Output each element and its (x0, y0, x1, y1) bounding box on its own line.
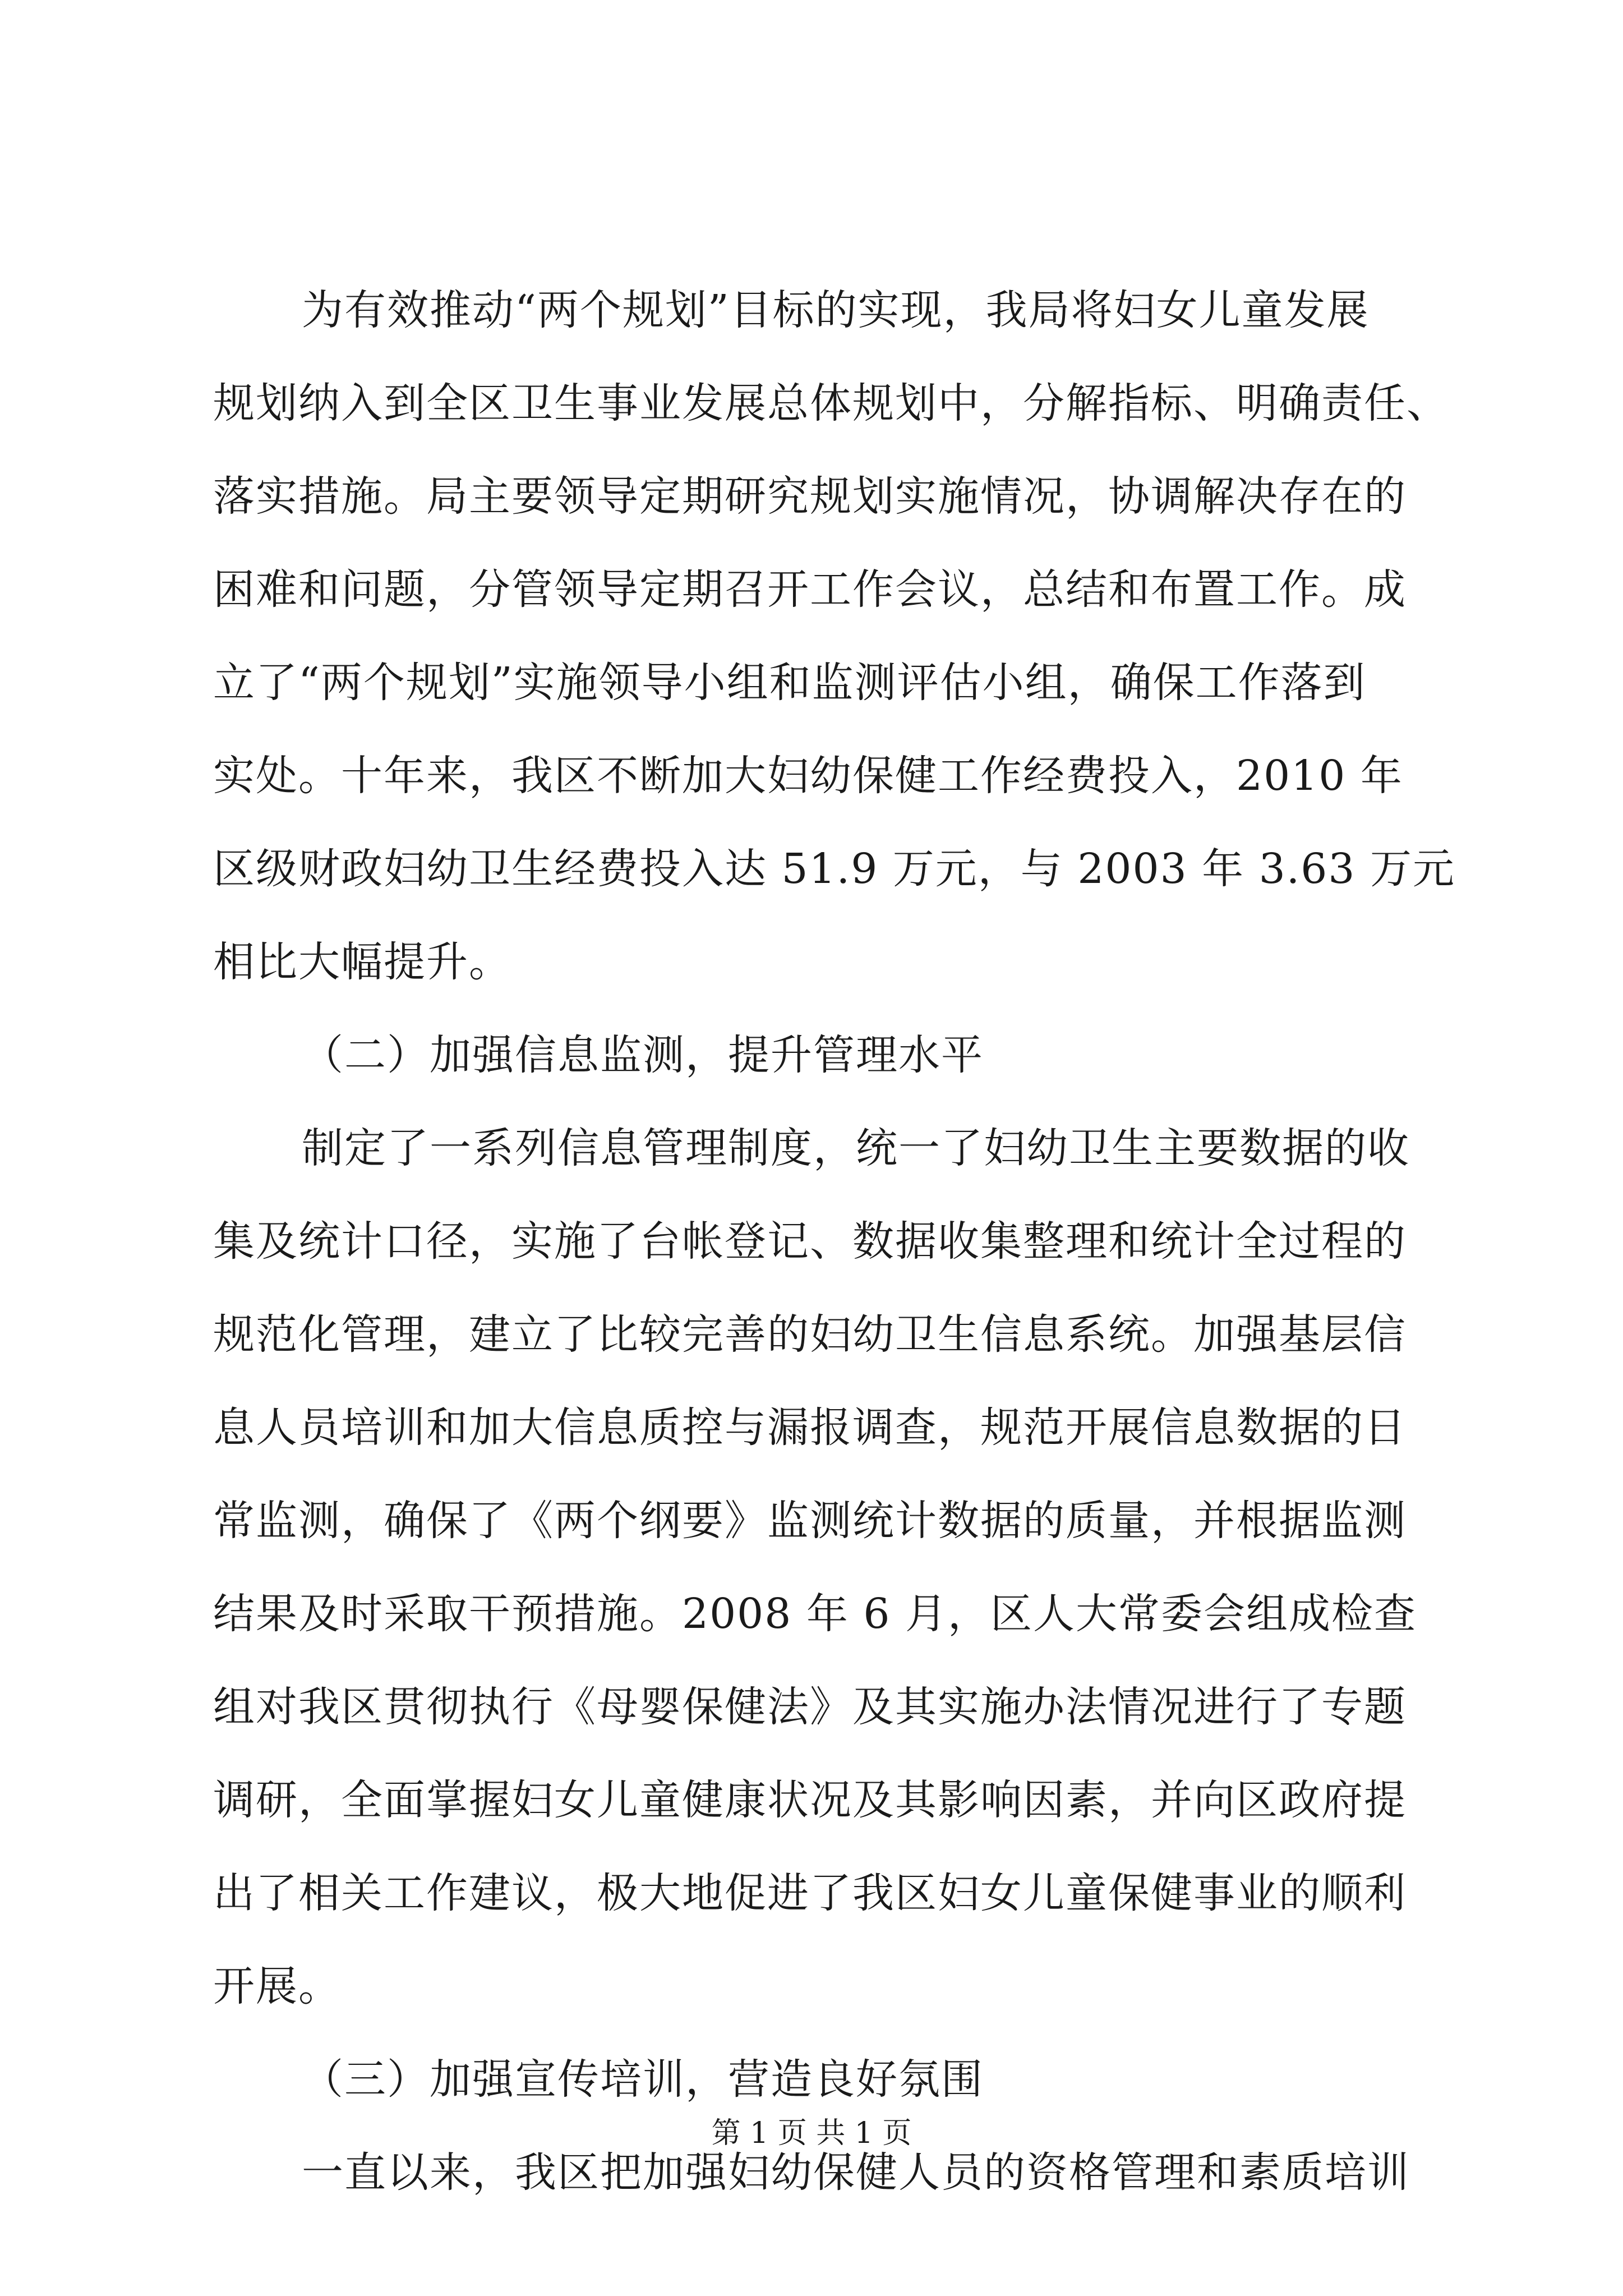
text-line: 为有效推动“两个规划”目标的实现，我局将妇女儿童发展 (302, 286, 1370, 334)
text-line: 立了“两个规划”实施领导小组和监测评估小组，确保工作落到 (213, 659, 1366, 707)
text-line: 调研，全面掌握妇女儿童健康状况及其影响因素，并向区政府提 (213, 1776, 1407, 1824)
text-line: 落实措施。局主要领导定期研究规划实施情况，协调解决存在的 (213, 472, 1407, 521)
text-line: 实处。十年来，我区不断加大妇幼保健工作经费投入，2010 年 (213, 752, 1403, 800)
text-line: 一直以来，我区把加强妇幼保健人员的资格管理和素质培训 (302, 2148, 1410, 2197)
text-line: 结果及时采取干预措施。2008 年 6 月，区人大常委会组成检查 (213, 1590, 1417, 1638)
text-line: 规范化管理，建立了比较完善的妇幼卫生信息系统。加强基层信 (213, 1310, 1407, 1359)
text-line: 区级财政妇幼卫生经费投入达 51.9 万元，与 2003 年 3.63 万元 (213, 845, 1455, 893)
text-line: 相比大幅提升。 (213, 938, 511, 986)
text-line: 开展。 (213, 1962, 341, 2010)
text-line: 集及统计口径，实施了台帐登记、数据收集整理和统计全过程的 (213, 1217, 1407, 1266)
text-line: 制定了一系列信息管理制度，统一了妇幼卫生主要数据的收 (302, 1124, 1410, 1172)
text-line: 息人员培训和加大信息质控与漏报调查，规范开展信息数据的日 (213, 1404, 1407, 1452)
section-heading: （三）加强宣传培训，营造良好氛围 (302, 2055, 984, 2104)
text-line: 常监测，确保了《两个纲要》监测统计数据的质量，并根据监测 (213, 1497, 1407, 1545)
text-line: 组对我区贯彻执行《母婴保健法》及其实施办法情况进行了专题 (213, 1683, 1407, 1731)
document-body (213, 264, 1455, 2219)
text-line: 出了相关工作建议，极大地促进了我区妇女儿童保健事业的顺利 (213, 1869, 1407, 1917)
text-line: 规划纳入到全区卫生事业发展总体规划中，分解指标、明确责任、 (213, 379, 1449, 427)
text-line: 困难和问题，分管领导定期召开工作会议，总结和布置工作。成 (213, 565, 1407, 614)
page-footer: 第 1 页 共 1 页 (711, 2116, 912, 2150)
section-heading: （二）加强信息监测，提升管理水平 (302, 1031, 984, 1079)
